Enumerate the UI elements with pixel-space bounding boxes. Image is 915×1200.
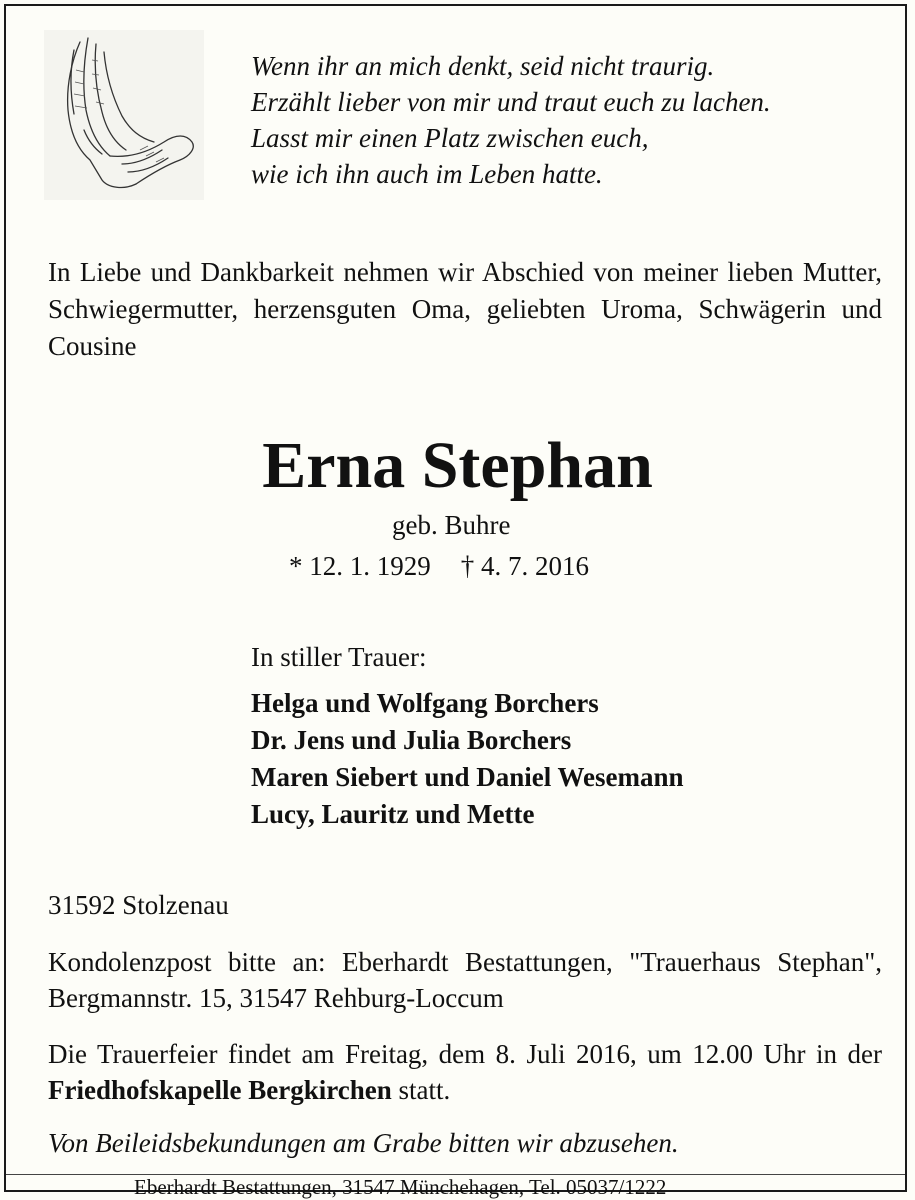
- deceased-name: Erna Stephan: [262, 429, 653, 502]
- poem-line: Erzählt lieber von mir und traut euch zu lachen.: [251, 87, 771, 117]
- mourner-name: Lucy, Lauritz und Mette: [251, 799, 535, 829]
- place: 31592 Stolzenau: [48, 890, 229, 920]
- service-info: [48, 1036, 882, 1108]
- intro-text: In Liebe und Dankbarkeit nehmen wir Abschied von meiner lieben Mutter, Schwiegermutter, herzensguten Oma, geliebten Uroma, Schwägerin und Cousine: [48, 257, 882, 361]
- birth-date: * 12. 1. 1929: [289, 551, 431, 581]
- service-location: Friedhofskapelle Bergkirchen: [48, 1075, 392, 1105]
- condolence-address: Kondolenzpost bitte an: Eberhardt Bestattungen, "Trauerhaus Stephan", Bergmannstr. 15, 31547 Rehburg-Loccum: [48, 947, 882, 1013]
- obituary-card: [4, 4, 907, 1199]
- life-dates: [289, 549, 589, 583]
- poem-line: wie ich ihn auch im Leben hatte.: [251, 159, 603, 189]
- mourner-name: Dr. Jens und Julia Borchers: [251, 725, 572, 755]
- condolence-note: Von Beileidsbekundungen am Grabe bitten wir abzusehen.: [48, 1128, 679, 1158]
- service-end: statt.: [398, 1075, 451, 1105]
- praying-hands-icon: [44, 30, 204, 200]
- death-date: † 4. 7. 2016: [460, 551, 589, 581]
- mourning-label: In stiller Trauer:: [251, 642, 427, 672]
- mourner-name: Helga und Wolfgang Borchers: [251, 688, 599, 718]
- poem: [251, 48, 771, 192]
- funeral-home-footer: Eberhardt Bestattungen, 31547 Münchehagen, Tel. 05037/1222: [134, 1175, 667, 1199]
- birth-name: geb. Buhre: [392, 510, 511, 540]
- poem-line: Lasst mir einen Platz zwischen euch,: [251, 123, 649, 153]
- mourners-list: [251, 685, 684, 833]
- service-text: Die Trauerfeier findet am Freitag, dem 8. Juli 2016, um 12.00 Uhr in der: [48, 1039, 882, 1069]
- mourner-name: Maren Siebert und Daniel Wesemann: [251, 762, 684, 792]
- poem-line: Wenn ihr an mich denkt, seid nicht traurig.: [251, 51, 715, 81]
